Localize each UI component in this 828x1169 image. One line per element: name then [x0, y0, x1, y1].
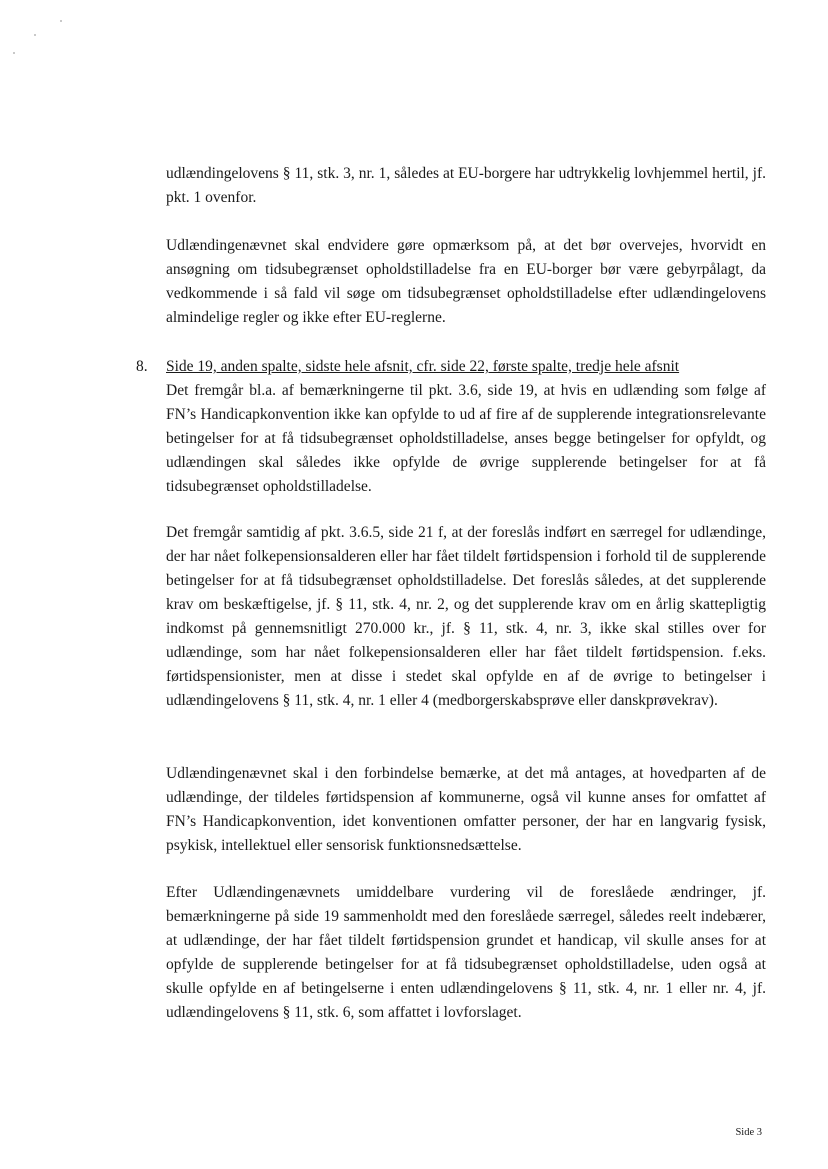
paragraph-6: Efter Udlændingenævnets umiddelbare vurdering vil de foreslåede ændringer, jf. bemærkningerne på side 19 sammenholdt med den foreslåede særregel, således reelt indebærer, at udlændinge, der har fået tildelt førtidspension grundet et handicap, vil skulle anses for at opfylde de supplerende betingelser for at få tidsubegrænset opholdstilladelse, uden også at skulle opfylde en af betingelserne i enten udlændingelovens § 11, stk. 4, nr. 1 eller nr. 4, jf. udlændingelovens § 11, stk. 6, som affattet i lovforslaget. — [166, 884, 766, 1021]
page-number: Side 3 — [735, 1127, 762, 1138]
section-heading: Side 19, anden spalte, sidste hele afsnit, cfr. side 22, første spalte, tredje hele afsnit — [166, 358, 680, 375]
scan-speck — [60, 20, 62, 22]
scan-speck — [13, 52, 15, 54]
paragraph-3: Det fremgår bl.a. af bemærkningerne til pkt. 3.6, side 19, at hvis en udlænding som følge af FN’s Handicapkonvention ikke kan opfylde to ud af fire af de supplerende integrationsrelevante betingelser for at få tidsubegrænset opholdstilladelse, anses begge betingelser for opfyldt, og udlændingen skal således ikke opfylde de øvrige supplerende betingelser for at få tidsubegrænset opholdstilladelse. — [166, 382, 766, 495]
paragraph-1: udlændingelovens § 11, stk. 3, nr. 1, således at EU-borgere har udtrykkelig lovhjemmel hertil, jf. pkt. 1 ovenfor. — [166, 165, 766, 206]
section-number: 8. — [136, 358, 148, 375]
paragraph-4: Det fremgår samtidig af pkt. 3.6.5, side 21 f, at der foreslås indført en særregel for udlændinge, der har nået folkepensionsalderen eller har fået tildelt førtidspension i forhold til de supplerende betingelser for at få tidsubegrænset opholdstilladelse. Det foreslås således, at det supplerende krav om beskæftigelse, jf. § 11, stk. 4, nr. 2, og det supplerende krav om en årlig skattepligtig indkomst på gennemsnitligt 270.000 kr., jf. § 11, stk. 4, nr. 3, ikke skal stilles over for udlændinge, som har nået folkepensionsalderen eller har fået tildelt førtidspension. f.eks. førtidspensionister, men at disse i stedet skal opfylde en af de øvrige to betingelser i udlændingelovens § 11, stk. 4, nr. 1 eller 4 (medborgerskabsprøve eller danskprøvekrav). — [166, 524, 766, 709]
paragraph-5: Udlændingenævnet skal i den forbindelse bemærke, at det må antages, at hovedparten af de udlændinge, der tildeles førtidspension af kommunerne, også vil kunne anses for omfattet af FN’s Handicapkonvention, idet konventionen omfatter personer, der har en langvarig fysisk, psykisk, intellektuel eller sensorisk funktionsnedsættelse. — [166, 765, 766, 854]
scan-speck — [34, 34, 36, 36]
paragraph-2: Udlændingenævnet skal endvidere gøre opmærksom på, at det bør overvejes, hvorvidt en ansøgning om tidsubegrænset opholdstilladelse fra en EU-borger bør være gebyrpålagt, da vedkommende i så fald vil søge om tidsubegrænset opholdstilladelse efter udlændingelovens almindelige regler og ikke efter EU-reglerne. — [166, 237, 766, 326]
